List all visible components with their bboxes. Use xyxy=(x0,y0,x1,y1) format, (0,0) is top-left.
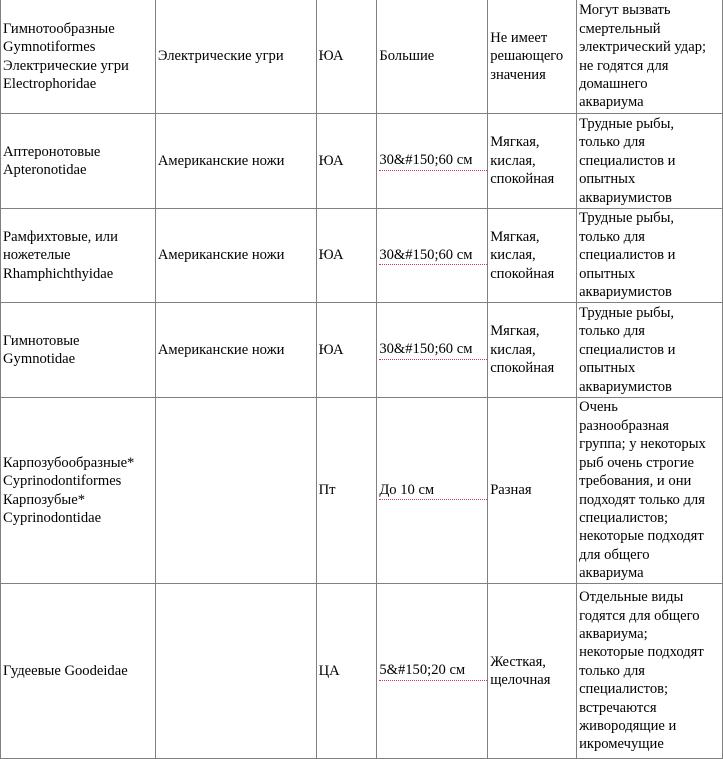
cell-line: Электрические угри xyxy=(157,48,284,65)
cell-line: ЮА xyxy=(318,48,344,65)
size-cell xyxy=(377,0,488,114)
cell-line: Американские ножи xyxy=(157,247,285,264)
cell-line: некоторые подходят xyxy=(579,644,704,661)
cell-line: ЦА xyxy=(318,662,340,679)
cell-line: Трудные рыбы, xyxy=(579,210,675,227)
cell-line: Жесткая, xyxy=(490,653,546,670)
cell-line: щелочная xyxy=(490,672,551,688)
cell-line: Могут вызвать xyxy=(579,2,671,19)
cell-line: Американские ножи xyxy=(157,341,285,358)
common-name-cell xyxy=(155,0,316,114)
cell-line: специалистов; xyxy=(579,681,669,698)
cell-line: Отдельные виды xyxy=(579,589,684,606)
cell-line: Карпозубые* xyxy=(3,491,85,508)
cell-line: Разная xyxy=(490,482,532,499)
cell-line: специалистов и xyxy=(579,247,676,264)
cell-line: спокойная xyxy=(490,360,555,377)
cell-line: Apteronotidae xyxy=(3,162,87,178)
cell-line: только для xyxy=(579,228,646,245)
cell-line: рыб очень строгие xyxy=(579,454,695,471)
cell-line: кислая, xyxy=(490,152,536,169)
cell-line: До 10 см xyxy=(379,481,487,500)
cell-line: подходят только для xyxy=(579,491,705,508)
cell-line: электрический удар; xyxy=(579,39,707,56)
family-cell xyxy=(1,114,156,209)
cell-line: разнообразная xyxy=(579,417,669,434)
table-row xyxy=(1,584,723,759)
cell-line: 30&#150;60 см xyxy=(379,246,487,265)
cell-line: Рамфихтовые, или xyxy=(3,228,118,245)
size-cell xyxy=(377,209,488,303)
common-name-cell xyxy=(155,584,316,759)
cell-line: встречаются xyxy=(579,699,657,716)
cell-line: Трудные рыбы, xyxy=(579,304,675,321)
cell-line: опытных xyxy=(579,360,636,377)
cell-line: специалистов и xyxy=(579,341,676,358)
table-row xyxy=(1,114,723,209)
cell-line: кислая, xyxy=(490,341,536,358)
cell-line: Аптеронотовые xyxy=(3,143,101,160)
cell-line: Cyprinodontiformes xyxy=(3,473,122,490)
region-cell xyxy=(316,398,377,584)
fish-table-body xyxy=(1,0,723,759)
region-cell xyxy=(316,0,377,114)
cell-line: группа; у некоторых xyxy=(579,436,706,453)
cell-line: Cyprinodontidae xyxy=(3,509,102,526)
water-cell xyxy=(488,209,577,303)
cell-line: Очень xyxy=(579,399,618,416)
cell-line: опытных xyxy=(579,265,636,282)
family-cell xyxy=(1,0,156,114)
cell-line: Карпозубообразные* xyxy=(3,454,135,471)
size-cell xyxy=(377,398,488,584)
table-row xyxy=(1,0,723,114)
cell-line: Rhamphichthyidae xyxy=(3,265,114,282)
region-cell xyxy=(316,584,377,759)
cell-line: аквариума xyxy=(579,565,644,582)
cell-line: Не имеет xyxy=(490,29,548,46)
cell-line: Пт xyxy=(318,482,336,499)
note-cell xyxy=(577,0,723,114)
cell-line: Gymnotidae xyxy=(3,351,76,367)
cell-line: аквариумистов xyxy=(579,378,672,395)
water-cell xyxy=(488,303,577,398)
cell-line: годятся для общего xyxy=(579,607,700,624)
cell-line: аквариумистов xyxy=(579,189,672,206)
cell-line: только для xyxy=(579,323,646,340)
cell-line: специалистов и xyxy=(579,152,676,169)
cell-line: спокойная xyxy=(490,171,555,188)
note-cell xyxy=(577,303,723,398)
cell-line: для общего xyxy=(579,546,650,563)
cell-line: Американские ножи xyxy=(157,152,285,169)
water-cell xyxy=(488,0,577,114)
note-cell xyxy=(577,398,723,584)
cell-line: Мягкая, xyxy=(490,134,540,151)
cell-line: не годятся для xyxy=(579,57,669,74)
cell-line: 5&#150;20 см xyxy=(379,661,487,680)
cell-line: живородящие и xyxy=(579,718,677,735)
region-cell xyxy=(316,303,377,398)
cell-line: Электрические угри xyxy=(3,57,129,74)
size-cell xyxy=(377,303,488,398)
region-cell xyxy=(316,209,377,303)
cell-line: аквариумистов xyxy=(579,284,672,301)
common-name-cell xyxy=(155,303,316,398)
water-cell xyxy=(488,584,577,759)
cell-line: ножетелые xyxy=(3,247,71,264)
family-cell xyxy=(1,584,156,759)
size-cell xyxy=(377,114,488,209)
water-cell xyxy=(488,114,577,209)
family-cell xyxy=(1,209,156,303)
cell-line: Гимнотовые xyxy=(3,332,80,349)
cell-line: Мягкая, xyxy=(490,323,540,340)
common-name-cell xyxy=(155,209,316,303)
cell-line: требования, и они xyxy=(579,473,692,490)
cell-line: кислая, xyxy=(490,247,536,264)
cell-line: домашнего xyxy=(579,75,648,92)
note-cell xyxy=(577,114,723,209)
cell-line: решающего xyxy=(490,48,564,65)
table-row xyxy=(1,398,723,584)
family-cell xyxy=(1,303,156,398)
cell-line: только для xyxy=(579,662,646,679)
common-name-cell xyxy=(155,114,316,209)
cell-line: смертельный xyxy=(579,20,661,37)
cell-line: опытных xyxy=(579,171,636,188)
common-name-cell xyxy=(155,398,316,584)
cell-line: только для xyxy=(579,134,646,151)
note-cell xyxy=(577,584,723,759)
size-cell xyxy=(377,584,488,759)
water-cell xyxy=(488,398,577,584)
cell-line: 30&#150;60 см xyxy=(379,151,487,170)
cell-line: икромечущие xyxy=(579,736,664,753)
cell-line: значения xyxy=(490,66,546,83)
cell-line: спокойная xyxy=(490,265,555,282)
cell-line: ЮА xyxy=(318,247,344,264)
region-cell xyxy=(316,114,377,209)
cell-line: Electrophoridae xyxy=(3,75,97,92)
cell-line: ЮА xyxy=(318,152,344,169)
cell-line: ЮА xyxy=(318,341,344,358)
cell-line: Мягкая, xyxy=(490,228,540,245)
note-cell xyxy=(577,209,723,303)
cell-line: аквариума; xyxy=(579,625,648,642)
cell-line: Гудеевые Goodeidae xyxy=(3,662,128,679)
cell-line: аквариума xyxy=(579,94,644,111)
cell-line: Gymnotiformes xyxy=(3,39,96,56)
cell-line: Большие xyxy=(379,48,435,65)
cell-line: специалистов; xyxy=(579,509,669,526)
family-cell xyxy=(1,398,156,584)
cell-line: Гимнотообразные xyxy=(3,20,115,37)
cell-line: 30&#150;60 см xyxy=(379,340,487,359)
cell-line: некоторые подходят xyxy=(579,528,704,545)
table-row xyxy=(1,303,723,398)
cell-line: Трудные рыбы, xyxy=(579,115,675,132)
table-row xyxy=(1,209,723,303)
